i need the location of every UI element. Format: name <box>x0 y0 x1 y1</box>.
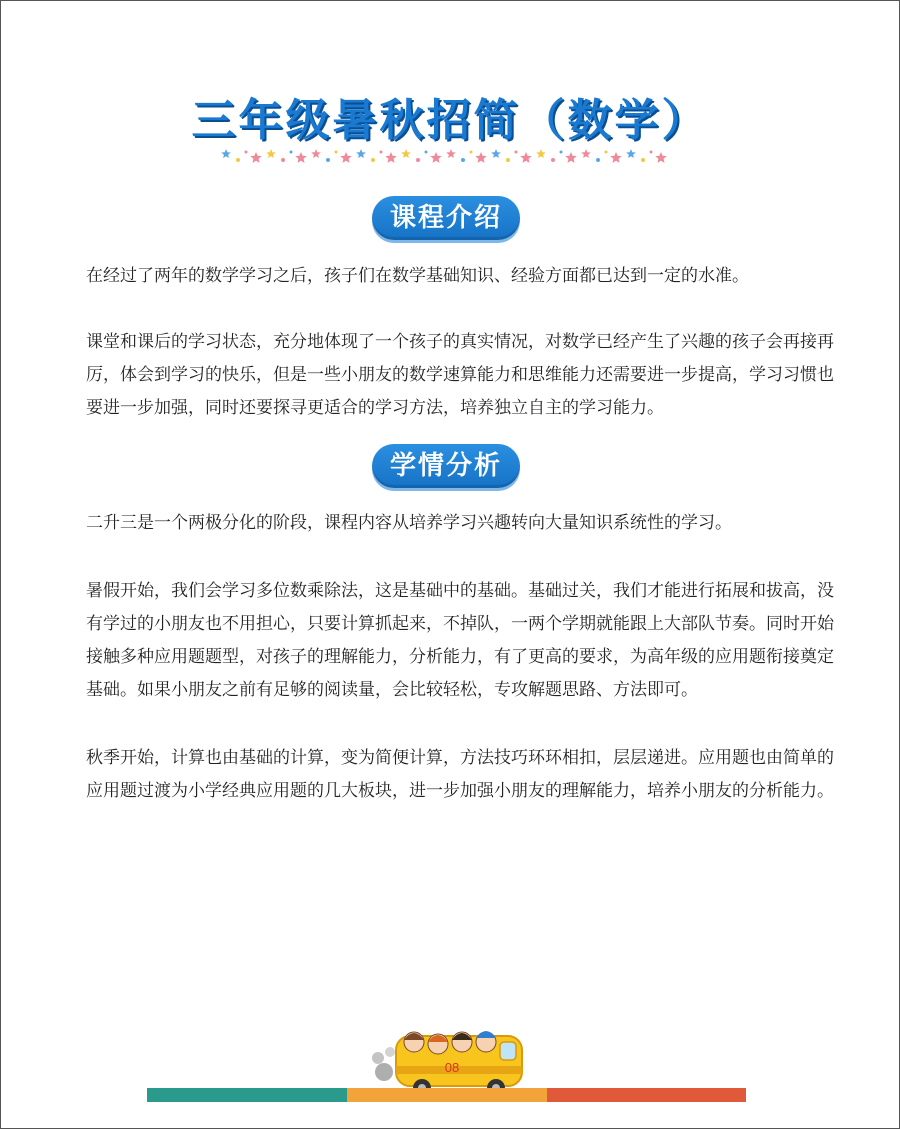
page-title: 三年级暑秋招简（数学） <box>191 95 709 146</box>
sparkle-icon <box>401 149 411 158</box>
dot-icon <box>326 158 330 162</box>
dot-icon <box>461 158 465 162</box>
sparkle-icon <box>626 149 636 158</box>
section-heading-learning-analysis: 学情分析 <box>372 444 520 488</box>
star-icon <box>475 152 486 163</box>
dot-icon <box>281 158 285 162</box>
dot-icon <box>245 151 248 154</box>
dot-icon <box>335 151 338 154</box>
star-icon <box>295 152 306 163</box>
dot-icon <box>416 158 420 162</box>
sparkle-icon <box>491 149 501 158</box>
analysis-paragraph-3: 秋季开始，计算也由基础的计算，变为简便计算，方法技巧环环相扣，层层递进。应用题也由简单的应用题过渡为小学经典应用题的几大板块，进一步加强小朋友的理解能力，培养小朋友的分析能力。 <box>86 748 834 801</box>
star-icon <box>430 152 441 163</box>
analysis-paragraph-1: 二升三是一个两极分化的阶段，课程内容从培养学习兴趣转向大量知识系统性的学习。 <box>86 513 732 533</box>
school-bus-illustration <box>370 1012 530 1098</box>
sparkle-icon <box>266 149 276 158</box>
dot-icon <box>506 158 510 162</box>
bottom-bar-teal <box>147 1088 347 1102</box>
dot-icon <box>605 151 608 154</box>
dot-icon <box>380 151 383 154</box>
intro-paragraph-2: 课堂和课后的学习状态，充分地体现了一个孩子的真实情况，对数学已经产生了兴趣的孩子会再接再厉，体会到学习的快乐，但是一些小朋友的数学速算能力和思维能力还需要进一步提高，学习习惯也要进一步加强，同时还要探寻更适合的学习方法，培养独立自主的学习能力。 <box>86 332 834 418</box>
dot-icon <box>641 158 645 162</box>
dot-icon <box>560 151 563 154</box>
analysis-paragraph-2: 暑假开始，我们会学习多位数乘除法，这是基础中的基础。基础过关，我们才能进行拓展和拔高，没有学过的小朋友也不用担心，只要计算抓起来，不掉队，一两个学期就能跟上大部队节奏。同时开始接触多种应用题题型，对孩子的理解能力，分析能力，有了更高的要求，为高年级的应用题衔接奠定基础。如果小朋友之前有足够的阅读量，会比较轻松，专攻解题思路、方法即可。 <box>86 581 834 700</box>
dot-icon <box>551 158 555 162</box>
dot-icon <box>650 151 653 154</box>
star-icon <box>565 152 576 163</box>
section-heading-course-intro: 课程介绍 <box>372 196 520 240</box>
star-icon <box>340 152 351 163</box>
dot-icon <box>515 151 518 154</box>
dot-icon <box>470 151 473 154</box>
sparkle-icon <box>536 149 546 158</box>
dot-icon <box>371 158 375 162</box>
sparkle-icon <box>311 149 321 158</box>
sparkle-icon <box>356 149 366 158</box>
star-icon <box>655 152 666 163</box>
star-icon <box>385 152 396 163</box>
sparkle-icon <box>446 149 456 158</box>
bus-number: 08 <box>444 1060 460 1075</box>
sparkle-icon <box>581 149 591 158</box>
sparkle-icon <box>221 149 231 158</box>
star-icon <box>520 152 531 163</box>
dot-icon <box>425 151 428 154</box>
intro-paragraph-1: 在经过了两年的数学学习之后，孩子们在数学基础知识、经验方面都已达到一定的水准。 <box>86 266 749 286</box>
star-icon <box>610 152 621 163</box>
star-icon <box>250 152 261 163</box>
dot-icon <box>290 151 293 154</box>
dot-icon <box>236 158 240 162</box>
bottom-bar-red <box>547 1088 746 1102</box>
dot-icon <box>596 158 600 162</box>
bottom-bar-orange <box>347 1088 547 1102</box>
star-decoration-row <box>218 143 680 171</box>
